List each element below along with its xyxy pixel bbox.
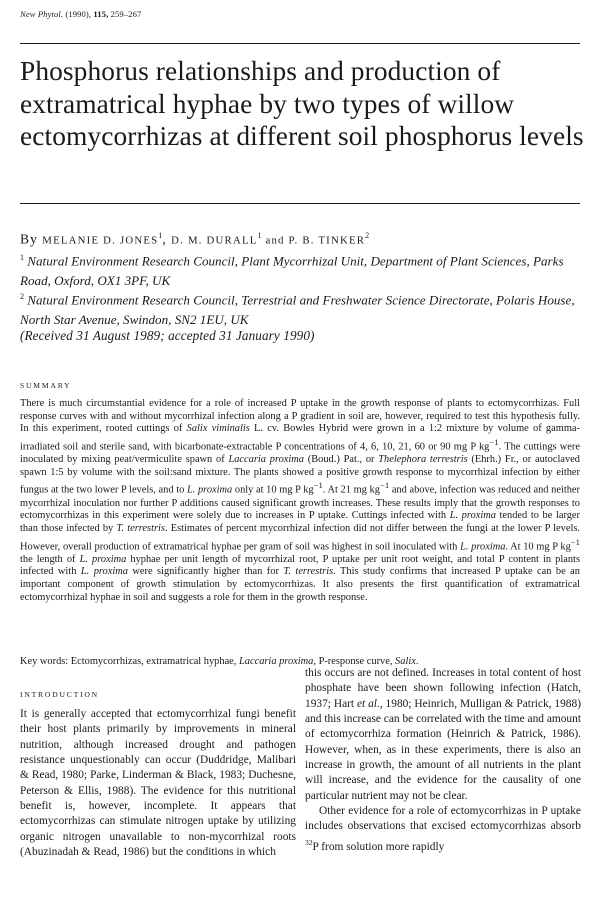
intro-part: Other evidence for a role of ectomycorrhizas in P uptake includes observations that excised ectomycorrhizas absorb: [305, 805, 581, 833]
species-name: L. proxima: [449, 510, 496, 522]
summary-part: were significantly higher than for: [127, 566, 284, 578]
and-label: and: [261, 234, 289, 247]
intro-part: , 1980; Heinrich, Mulligan & Patrick, 1988) and this increase can be correlated with the time and amount of ectomycorrhiza formation (Heinrich & Patrick, 1986). However, when, as in these experiments, there is also an increase in growth, the amount of all nutrients in the plant will increase, and the evidence for the causality of one particular nutrient may not be clear.: [305, 697, 581, 802]
journal-name: New Phytol.: [20, 9, 64, 19]
key-words-part: Ectomycorrhizas, extramatrical hyphae,: [68, 656, 239, 667]
affiliation-1-text: Natural Environment Research Council, Plant Mycorrhizal Unit, Department of Plant Sciences, Parks Road, Oxford, OX1 3PF, UK: [20, 253, 564, 288]
introduction-heading: INTRODUCTION: [20, 690, 99, 699]
affiliation-1-mark: 1: [20, 253, 24, 262]
introduction-left-column: [20, 707, 296, 860]
affiliation-2: [20, 287, 590, 329]
journal-volume: 115,: [93, 9, 109, 19]
summary-part: L. cv. Bowles Hybrid were grown in a 1:2 mixture by volume of gamma-irradiated soil and sterile sand, with bicarbonate-extractable P concentrations of 4, 6, 10, 21, 60 or 90 mg P kg: [20, 423, 580, 453]
author-separator: ,: [162, 231, 172, 247]
key-words-part: , P-response curve,: [313, 656, 396, 667]
introduction-right-column: [305, 666, 581, 855]
summary-part: . This study confirms that increased P uptake can be an important component of growth stimulation by ectomycorrhizas. It also presents the first quantification of extramatrical ectomycorrhizal hyphae in soil and suggests a role for them in the growth response.: [20, 566, 580, 603]
author-1: MELANIE D. JONES: [42, 234, 159, 247]
species-name: T. terrestris: [283, 566, 334, 578]
species-name: Laccaria proxima: [228, 454, 304, 466]
key-word-genus: Salix: [395, 656, 416, 667]
summary-part: (Boud.) Pat., or: [304, 454, 379, 466]
species-name: Thelephora terrestris: [378, 454, 468, 466]
journal-year: (1990),: [65, 9, 92, 19]
isotope-mass: 32: [305, 837, 313, 847]
affiliation-2-mark: 2: [20, 292, 24, 301]
species-name: T. terrestris: [116, 522, 165, 534]
intro-part: this occurs are not defined. Increases in total content of host phosphate have been shown following infection (Hatch, 1937; Hart: [305, 667, 581, 710]
journal-reference: [20, 9, 141, 19]
intro-part: P from solution more rapidly: [312, 840, 445, 853]
affiliation-1: [20, 248, 590, 290]
key-words-label: Key words:: [20, 656, 69, 667]
article-title: Phosphorus relationships and production of extramatrical hyphae by two types of willow ectomycorrhizas at different soil phosphorus levels: [20, 56, 584, 151]
species-name: L. proxima: [460, 540, 506, 552]
summary-part: . At 10 mg P kg: [505, 540, 571, 552]
summary-part: the length of: [20, 553, 80, 565]
author-2-mark: 1: [257, 231, 262, 240]
by-label: By: [20, 231, 38, 247]
summary-part: . At 21 mg kg: [322, 484, 380, 496]
key-words-part: .: [415, 656, 419, 667]
key-word-species: Laccaria proxima: [239, 656, 314, 667]
unit-exponent: −1: [313, 480, 323, 491]
species-name: L. proxima: [79, 553, 127, 565]
received-dates: (Received 31 August 1989; accepted 31 January 1990): [20, 328, 315, 343]
unit-exponent: −1: [379, 480, 390, 491]
species-name: L. proxima: [186, 484, 233, 496]
summary-part: only at 10 mg P kg: [232, 484, 314, 496]
author-1-mark: 1: [158, 231, 163, 240]
species-name: Salix viminalis: [186, 423, 250, 435]
summary-part: . Estimates of percent mycorrhizal infection did not differ between the fungi at the lower P levels. However, overall production of extramatrical hyphae per gram of soil was highest in soil inoculated with: [20, 522, 580, 552]
introduction-paragraph-1: It is generally accepted that ectomycorrhizal fungi benefit their host plants primarily by improvements in mineral nutrition, although increased drought and pathogen resistance unquestionably can occur (Duddridge, Malibari & Read, 1980; Parke, Linderman & Black, 1983; Duchesne, Peterson & Ellis, 1988). The evidence for this nutritional benefit is, however, incomplete. It appears that ectomycorrhizas can stimulate nitrogen uptake by utilizing organic nitrogen unavailable to non-mycorrhizal roots (Abuzinadah & Read, 1986) but the conditions in which: [20, 708, 296, 859]
summary-heading: SUMMARY: [20, 381, 72, 390]
author-2: D. M. DURALL: [171, 234, 258, 247]
journal-pages: 259–267: [110, 9, 142, 19]
summary-part: hyphae per unit length of mycorrhizal root, P uptake per unit root weight, and total P content in plants infected with: [20, 553, 580, 578]
summary-part: There is much circumstantial evidence for a role of increased P uptake in the growth response of plants to ectomycorrhizas. Full response curves with and without mycorrhizal infection along a P gradient in soil are, however, required to test this hypothesis fully. In this experiment, rooted cuttings of: [20, 398, 580, 435]
author-3: P. B. TINKER: [288, 234, 366, 247]
summary-part: . The cuttings were inoculated by mixing peat/vermiculite spawn of: [20, 441, 580, 466]
author-line: [20, 231, 369, 248]
unit-exponent: −1: [570, 536, 580, 547]
summary-part: and above, infection was reduced and neither mycorrhizal inoculation nor further P additions caused significant growth increases. These results imply that the growth responses to ectomycorrhizas in this experiment were solely due to increases in P uptake. Cuttings infected with: [20, 484, 580, 522]
introduction-paragraph-2: [305, 804, 581, 855]
citation-etal: et al.: [356, 697, 380, 710]
top-divider: [20, 43, 580, 44]
author-3-mark: 2: [365, 231, 370, 240]
unit-exponent: −1: [489, 436, 499, 447]
summary-part: tended to be larger than those infected by: [20, 510, 580, 534]
summary-text: [20, 398, 580, 604]
species-name: L. proxima: [80, 566, 128, 578]
introduction-paragraph-1-cont: [305, 666, 581, 804]
summary-part: (Ehrh.) Fr., or autoclaved spawn 1:5 by volume with the soil:sand mixture. The plants showed a positive growth response to mycorrhizal infection by either fungus at the two lower P levels, and to: [20, 454, 580, 496]
affiliation-2-text: Natural Environment Research Council, Terrestrial and Freshwater Science Directorate, Polaris House, North Star Avenue, Swindon, SN2 1EU, UK: [20, 292, 575, 327]
title-divider: [20, 203, 580, 204]
